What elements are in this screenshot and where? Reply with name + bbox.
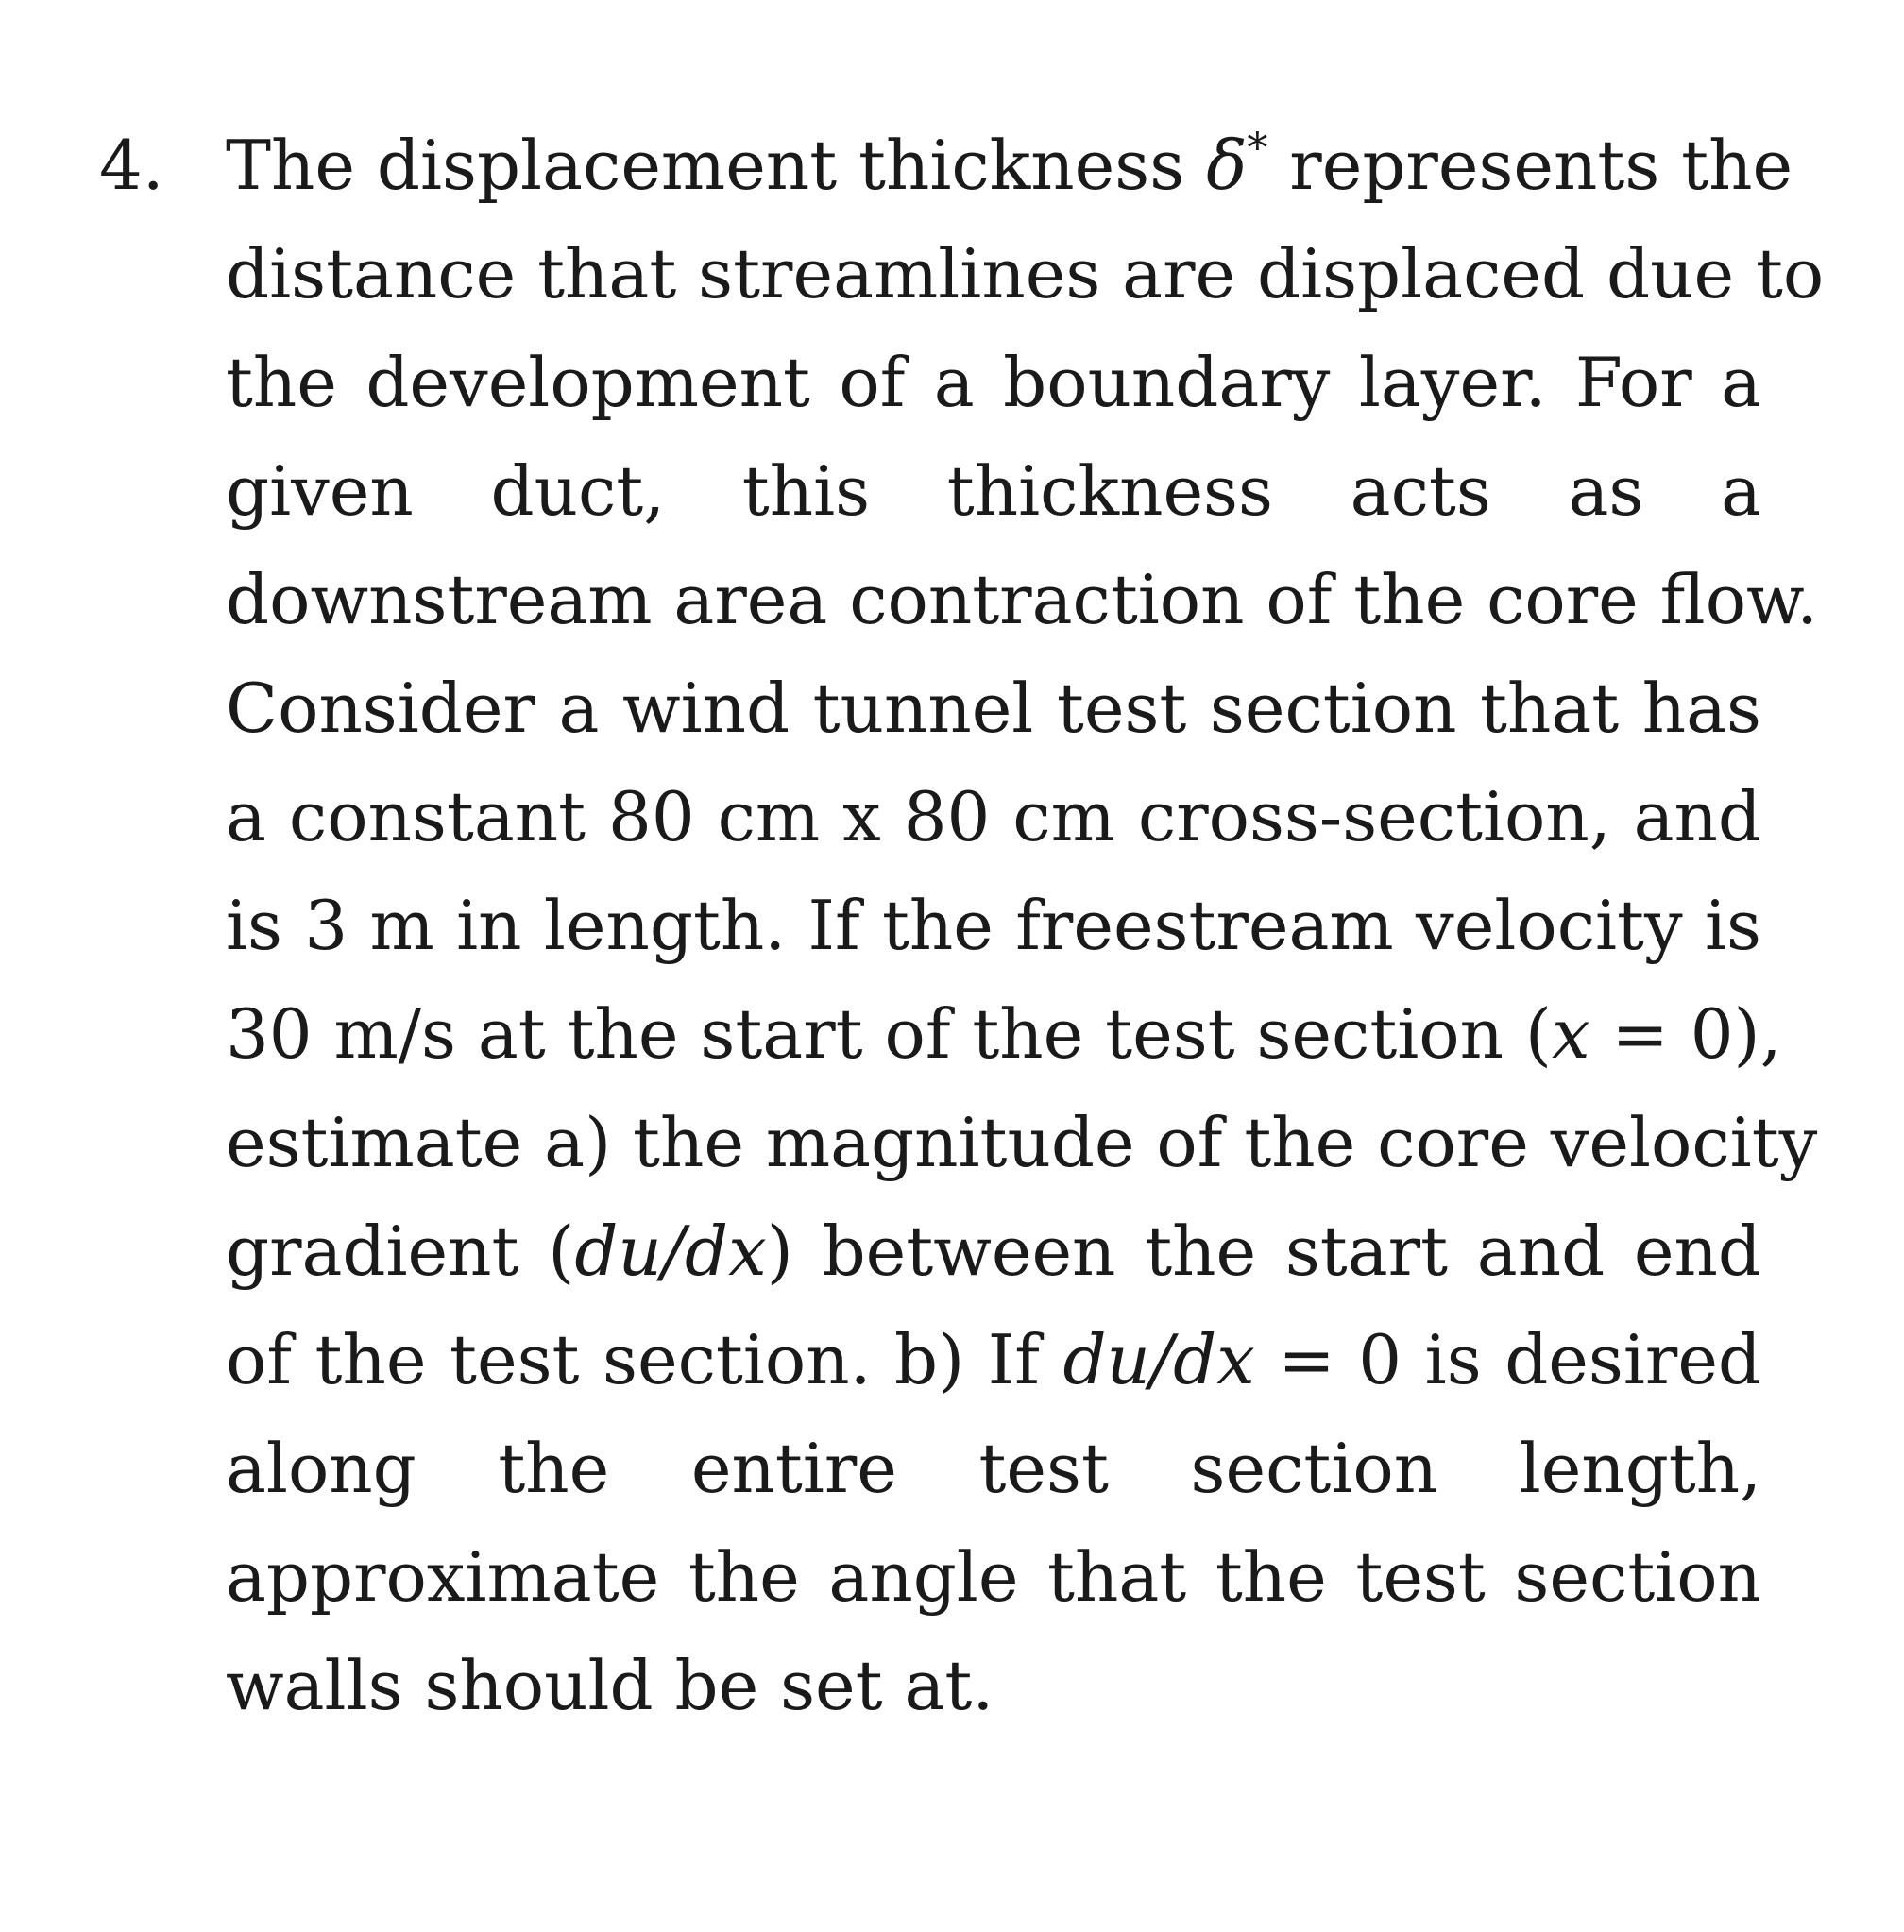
problem-line-9: 30 m/s at the start of the test section (x = 0), <box>226 994 1782 1074</box>
problem-line-5: downstream area contraction of the core flow. <box>226 560 1819 639</box>
problem-number: 4. <box>99 126 164 205</box>
velocity-gradient-expression: du/dx <box>1062 1320 1255 1399</box>
problem-line-7: a constant 80 cm x 80 cm cross-section, and <box>226 777 1761 856</box>
problem-line-8: is 3 m in length. If the freestream velocity is <box>226 886 1761 965</box>
problem-line-13: along the entire test section length, <box>226 1429 1761 1508</box>
problem-line-12: of the test section. b) If du/dx = 0 is desired <box>226 1320 1762 1399</box>
problem-line-3: the development of a boundary layer. For a <box>226 343 1761 422</box>
problem-line-2: distance that streamlines are displaced due to <box>226 234 1825 314</box>
star-superscript: * <box>1247 125 1268 173</box>
problem-line-6: Consider a wind tunnel test section that has <box>226 669 1761 748</box>
x-variable: x <box>1552 994 1590 1074</box>
problem-line-11: gradient (du/dx) between the start and end <box>226 1212 1761 1291</box>
problem-line-14: approximate the angle that the test section <box>226 1537 1761 1617</box>
problem-line-15: walls should be set at. <box>226 1646 994 1725</box>
problem-line-1: The displacement thickness δ* represents the <box>226 125 1794 205</box>
problem-line-10: estimate a) the magnitude of the core velocity <box>226 1103 1818 1182</box>
problem-line-4: given duct, this thickness acts as a <box>226 451 1761 531</box>
velocity-gradient-expression: du/dx <box>574 1212 767 1291</box>
delta-symbol: δ <box>1206 126 1248 205</box>
